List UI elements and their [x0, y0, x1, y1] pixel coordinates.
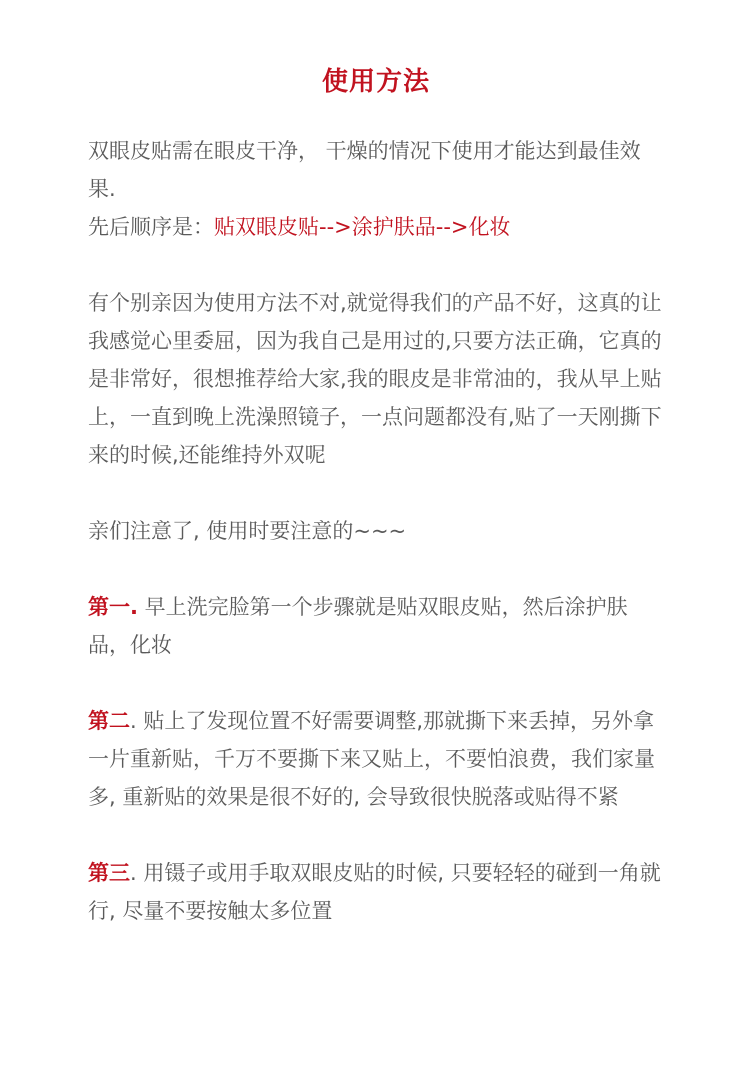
step-text: . 用镊子或用手取双眼皮贴的时候, 只要轻轻的碰到一角就行, 尽量不要按触太多位置	[88, 861, 661, 923]
step-text: . 贴上了发现位置不好需要调整,那就撕下来丢掉，另外拿一片重新贴，千万不要撕下来又贴上，不要怕浪费，我们家量多, 重新贴的效果是很不好的, 会导致很快脱落或贴得不紧	[88, 709, 655, 809]
order-line	[88, 208, 664, 246]
step-text: 早上洗完脸第一个步骤就是贴双眼皮贴，然后涂护肤品，化妆	[88, 595, 628, 657]
story-paragraph: 有个别亲因为使用方法不对,就觉得我们的产品不好，这真的让我感觉心里委屈，因为我自己是用过的,只要方法正确，它真的是非常好，很想推荐给大家,我的眼皮是非常油的，我从早上贴上，一直到晚上洗澡照镜子，一点问题都没有,贴了一天刚撕下来的时候,还能维持外双呢	[88, 291, 662, 467]
step-label: 第三	[88, 861, 130, 885]
order-value: 贴双眼皮贴-->涂护肤品-->化妆	[214, 215, 511, 239]
intro-paragraph: 双眼皮贴需在眼皮干净， 干燥的情况下使用才能达到最佳效果.	[88, 139, 641, 201]
order-label: 先后顺序是：	[88, 215, 214, 239]
step-label: 第一.	[88, 595, 138, 619]
step-item	[88, 854, 664, 930]
intro-section	[88, 132, 664, 246]
step-item	[88, 702, 664, 816]
article-page	[0, 64, 750, 1084]
step-item	[88, 588, 664, 664]
notice-paragraph: 亲们注意了, 使用时要注意的~~~	[88, 519, 407, 543]
step-label: 第二	[88, 709, 130, 733]
page-title: 使用方法	[321, 67, 430, 97]
